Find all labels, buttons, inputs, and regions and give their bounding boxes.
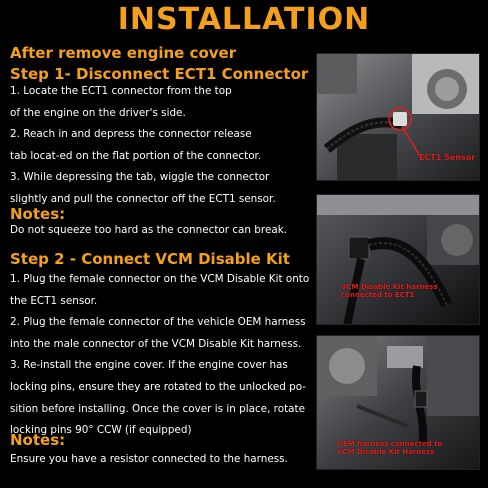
oem-harness-photo [316,335,480,470]
step1-line: 3. While depressing the tab, wiggle the connector [10,171,270,184]
photo3-caption-line2: VCM Disable Kit Harness [337,448,435,456]
step2-line: 2. Plug the female connector of the vehicle OEM harness [10,316,306,329]
step1-line: 2. Reach in and depress the connector release [10,128,252,141]
notes1-text: Do not squeeze too hard as the connector can break. [10,224,288,236]
step2-line: the ECT1 sensor. [10,294,98,307]
notes2-text: Ensure you have a resistor connected to the harness. [10,453,288,465]
step2-instructions [10,269,315,442]
step2-line: locking pins, ensure they are rotated to the unlocked po- [10,380,307,393]
step1-heading: Step 1- Disconnect ECT1 Connector [10,65,309,83]
notes1-heading: Notes: [10,205,66,223]
step2-line: 3. Re-install the engine cover. If the engine cover has [10,359,288,372]
photo1-caption: ECT1 Sensor [419,153,476,162]
step2-line: into the male connector of the VCM Disable Kit harness. [10,337,302,350]
vcm-connected-photo [316,194,480,325]
step1-line: of the engine on the driver's side. [10,106,186,119]
step2-line: 1. Plug the female connector on the VCM Disable Kit onto [10,273,310,285]
step2-line: sition before installing. Once the cover is in place, rotate [10,402,305,415]
step1-line: 1. Locate the ECT1 connector from the top [10,85,232,97]
photo3-caption-line1: OEM harness connected to [337,440,443,448]
page-title: INSTALLATION [117,2,371,37]
photo2-caption-line2: connected to ECT1 [341,291,415,299]
photo2-caption-line1: VCM Disable Kit harness [341,283,438,291]
step1-instructions [10,81,315,211]
notes2-heading: Notes: [10,431,66,449]
section-subtitle: After remove engine cover [10,44,237,62]
step2-heading: Step 2 - Connect VCM Disable Kit [10,250,290,268]
step1-line: slightly and pull the connector off the ECT1 sensor. [10,192,276,205]
step2-line: locking pins 90° CCW (if equipped) [10,424,192,437]
ect1-sensor-photo [316,53,480,181]
step1-line: tab locat-ed on the flat portion of the connector. [10,149,262,162]
